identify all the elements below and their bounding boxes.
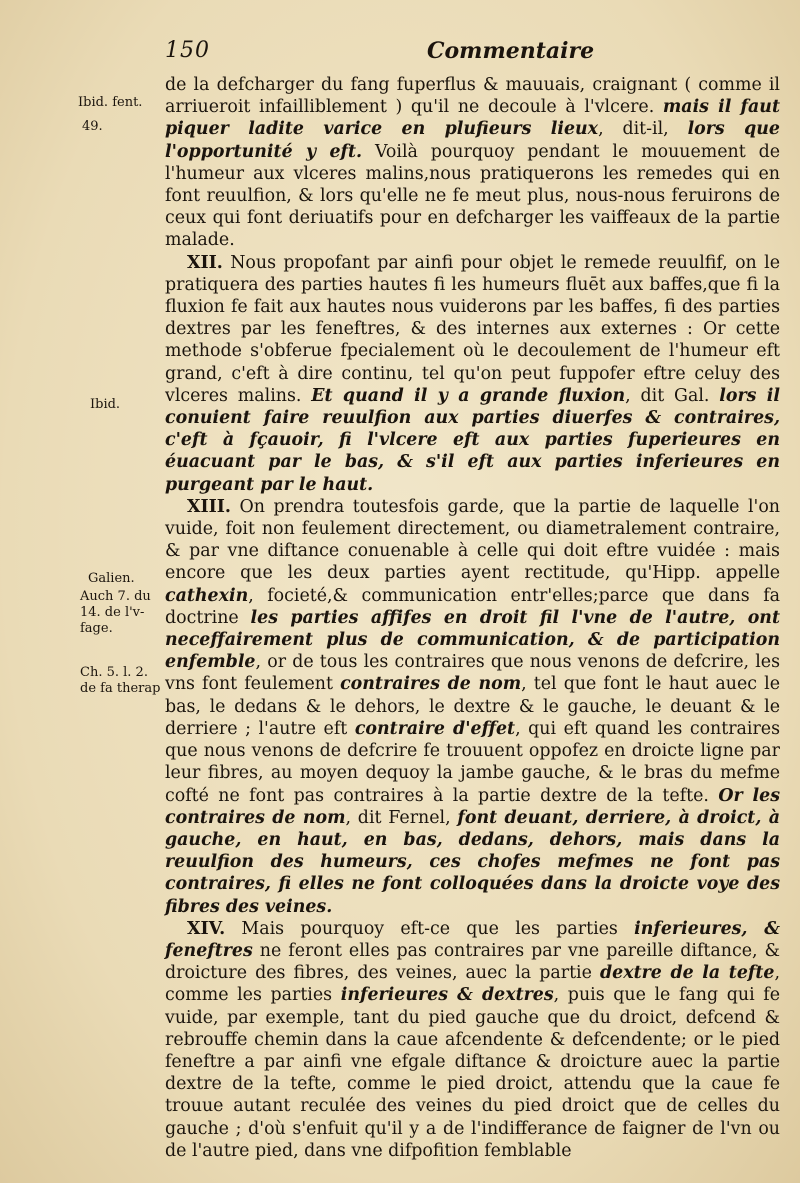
margin-note: Ibid. fent. <box>78 95 143 110</box>
text-run: , comme les parties <box>165 963 780 1006</box>
margin-note: Ibid. <box>90 397 121 412</box>
page-number: 150 <box>165 38 210 63</box>
italic-quotation: inferieures, & feneftres <box>165 918 780 961</box>
italic-quotation: lors que l'opportunité y eft. <box>165 119 780 162</box>
running-title: Commentaire <box>427 38 595 64</box>
italic-quotation: inferieures & dextres <box>340 985 554 1006</box>
text-run: ne feront elles pas contraires par vne pareille diftance, & droicture des fibres, des veines, auec la partie <box>165 940 780 984</box>
text-run: , or de tous les contraires que nous venons de defcrire, les vns font feulement <box>165 652 780 695</box>
margin-note: Auch 7. du <box>80 589 151 604</box>
italic-quotation: lors il conuient faire reuulfion aux parties diuerfes & contraires, c'eft à fçauoir, fi l'vlcere eft aux parties fuperieures en éuacuant par le bas, & s'il eft aux parties inferieures en purgeant par le haut. <box>165 385 780 495</box>
paragraph <box>165 918 780 1162</box>
text-run: , puis que le fang qui fe vuide, par exemple, tant du pied gauche que du droict, defcend & rebrouffe chemin dans la caue afcendente & defcendente; or le pied feneftre a par ainfi vne efgale diftance & droicture auec la partie dextre de la tefte, comme le pied droict, attendu que la caue fe trouue autant reculée des veines du pied droict que de celles du gauche ; d'où s'enfuit qu'il y a de l'indifferance de faigner de l'vn ou de l'autre pied, dans vne difpofition femblable <box>165 985 780 1161</box>
text-run: , qui eft quand les contraires que nous venons de defcrire fe trouuent oppofez en droicte ligne par leur fibres, au moyen dequoy la jambe gauche, & le bras du mefme cofté ne font pas contraires à la partie dextre de la tefte. <box>165 718 780 806</box>
text-run: Mais pourquoy eft-ce que les parties <box>225 918 635 939</box>
text-run: , dit-il, <box>598 119 688 140</box>
section-number: XIV. <box>187 918 226 939</box>
paragraph <box>165 74 780 252</box>
margin-note: Galien. <box>88 571 135 586</box>
header-rule <box>165 70 780 71</box>
text-run: , dit Gal. <box>625 385 720 406</box>
italic-quotation: mais il faut piquer ladite varice en plufieurs lieux <box>165 97 780 140</box>
text-run: Nous propofant par ainfi pour objet le remede reuulfif, on le pratiquera des parties hautes fi les humeurs fluēt aux baffes,que fi la fluxion fe fait aux hautes nous vuiderons par les baffes, fi des parties dextres par les feneftres, & des internes aux externes : Or cette methode s'obferue fpecialement où le decoulement de l'humeur eft grand, c'eft à dire continu, tel qu'on peut fuppofer eftre celuy des vlceres malins. <box>165 252 780 406</box>
main-text <box>165 74 780 1162</box>
margin-note: de fa therap <box>80 681 161 696</box>
italic-quotation: dextre de la tefte <box>600 963 775 984</box>
page-header <box>165 38 780 74</box>
italic-quotation: contraire d'effet <box>354 718 516 739</box>
margin-note: fage. <box>80 621 113 636</box>
paragraph <box>165 252 780 496</box>
margin-note: 14. de l'v- <box>80 605 145 620</box>
section-number: XII. <box>187 252 223 273</box>
italic-quotation: les parties affifes en droit fil l'vne de l'autre, ont neceffairement plus de communication, & de participation enfemble <box>165 607 780 673</box>
margin-note: Ch. 5. l. 2. <box>80 665 148 680</box>
italic-quotation: Or les contraires de nom <box>165 785 781 828</box>
text-run: , tel que font le haut auec le bas, le dedans & le dehors, le dextre & le gauche, le deuant & le derriere ; l'autre eft <box>165 674 780 739</box>
italic-quotation: cathexin <box>165 585 249 606</box>
section-number: XIII. <box>187 496 231 517</box>
text-run: de la defcharger du fang fuperflus & mauuais, craignant ( comme il arriueroit infailliblement ) qu'il ne decoule à l'vlcere. <box>165 75 780 118</box>
text-run: On prendra toutesfois garde, que la partie de laquelle l'on vuide, foit non feulement directement, ou diametralement contraire, & par vne diftance conuenable à celle qui doit eftre vuidée : mais encore que les deux parties ayent rectitude, qu'Hipp. appelle <box>165 496 780 584</box>
italic-quotation: Et quand il y a grande fluxion <box>311 385 626 406</box>
margin-note: 49. <box>82 119 103 134</box>
text-run: Voilà pourquoy pendant le mouuement de l'humeur aux vlceres malins,nous pratiquerons les remedes qui en font reuulfion, & lors qu'elle ne fe meut plus, nous-nous feruirons de ceux qui font deriuatifs pour en defcharger les vaiffeaux de la partie malade. <box>165 141 780 251</box>
text-run: , focieté,& communication entr'elles;parce que dans fa doctrine <box>165 585 780 628</box>
text-run: , dit Fernel, <box>345 807 458 828</box>
italic-quotation: font deuant, derriere, à droict, à gauche, en haut, en bas, dedans, dehors, mais dans la reuulfion des humeurs, ces chofes mefmes ne font pas contraires, fi elles ne font colloquées dans la droicte voye des fibres des veines. <box>165 807 780 917</box>
italic-quotation: contraires de nom <box>340 674 522 695</box>
paragraph <box>165 496 780 918</box>
